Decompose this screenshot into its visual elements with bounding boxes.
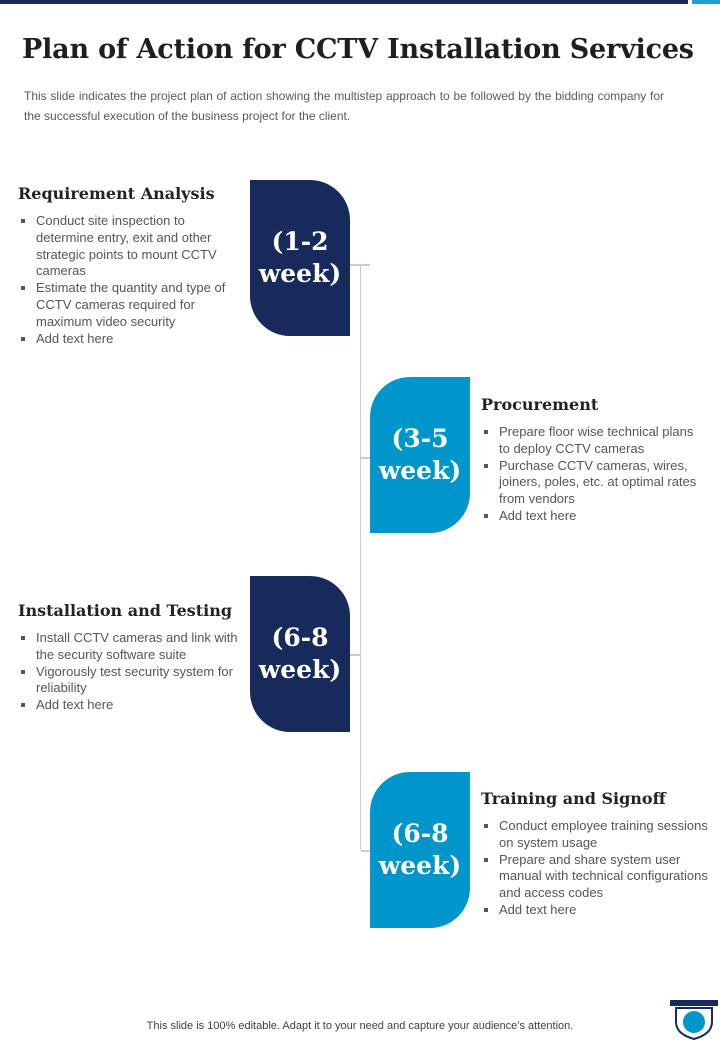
step-training-and-signoff [481, 789, 711, 919]
bullet-item: Prepare floor wise technical plans to deploy CCTV cameras [481, 424, 703, 458]
step-heading: Installation and Testing [18, 601, 233, 620]
timeline-connector [361, 457, 370, 459]
bullet-item: Prepare and share system user manual with technical configurations and access codes [481, 852, 711, 902]
duration-tab [250, 180, 350, 336]
bullet-item: Install CCTV cameras and link with the security software suite [18, 630, 240, 664]
bullet-item: Conduct employee training sessions on system usage [481, 818, 711, 852]
duration-label: (1-2 week) [258, 227, 342, 288]
page-subtitle: This slide indicates the project plan of action showing the multistep approach to be followed by the bidding company for the successful execution of the business project for the client. [24, 89, 664, 123]
timeline-connector [350, 264, 370, 266]
top-accent-bar [0, 0, 688, 4]
bullet-list [18, 630, 240, 714]
step-heading: Procurement [481, 395, 599, 414]
bullet-list [481, 818, 711, 919]
duration-label: (6-8 week) [258, 623, 342, 684]
footer-note: This slide is 100% editable. Adapt it to your need and capture your audience’s attention. [146, 1020, 574, 1032]
bullet-item: Add text here [481, 902, 711, 919]
page-title: Plan of Action for CCTV Installation Services [22, 34, 694, 65]
bullet-item: Add text here [18, 697, 240, 714]
duration-tab [370, 772, 470, 928]
duration-tab [250, 576, 350, 732]
shield-logo-icon [670, 1000, 718, 1040]
timeline-line [360, 264, 361, 850]
timeline-connector [350, 654, 360, 656]
bullet-list [18, 213, 240, 347]
duration-label: (6-8 week) [378, 819, 462, 880]
duration-label: (3-5 week) [378, 424, 462, 485]
step-heading: Requirement Analysis [18, 184, 215, 203]
bullet-item: Conduct site inspection to determine entry, exit and other strategic points to mount CCTV cameras [18, 213, 240, 280]
bullet-item: Purchase CCTV cameras, wires, joiners, poles, etc. at optimal rates from vendors [481, 458, 703, 508]
step-installation-and-testing [18, 601, 240, 714]
bullet-list [481, 424, 703, 525]
bullet-item: Vigorously test security system for reliability [18, 664, 240, 698]
bullet-item: Add text here [481, 508, 703, 525]
step-heading: Training and Signoff [481, 789, 666, 808]
duration-tab [370, 377, 470, 533]
top-accent-bar-highlight [692, 0, 720, 4]
step-requirement-analysis [18, 184, 240, 347]
timeline-connector [361, 850, 370, 852]
bullet-item: Add text here [18, 331, 240, 348]
bullet-item: Estimate the quantity and type of CCTV cameras required for maximum video security [18, 280, 240, 330]
step-procurement [481, 395, 703, 525]
